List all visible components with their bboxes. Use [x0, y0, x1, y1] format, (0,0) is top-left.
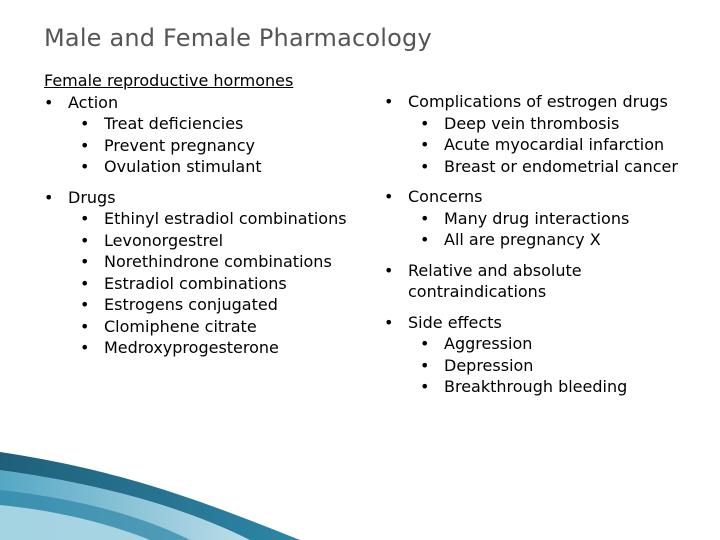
bullet-icon: • — [80, 114, 90, 133]
bullet-icon: • — [80, 252, 90, 271]
sub-item: • All are pregnancy X — [420, 230, 601, 249]
sub-item: • Prevent pregnancy — [80, 135, 255, 155]
sub-item: • Ethinyl estradiol combinations — [80, 209, 347, 228]
bullet-icon: • — [420, 230, 430, 249]
bullet-icon: • — [80, 295, 90, 314]
bullet-icon: • — [80, 338, 90, 357]
sub-item: • Levonorgestrel — [80, 230, 224, 250]
bullet-icon: • — [420, 334, 430, 353]
side-effects-block — [384, 312, 718, 398]
sub-item: • Estradiol combinations — [80, 273, 287, 293]
list-item — [44, 187, 384, 209]
sub-item: • Depression — [420, 355, 534, 375]
item-label: Complications of estrogen drugs — [408, 92, 668, 111]
bullet-icon: • — [384, 92, 394, 111]
sub-item: • Breast or endometrial cancer — [420, 156, 678, 176]
list-item — [384, 260, 718, 303]
bullet-icon: • — [384, 187, 394, 206]
complications-block — [384, 91, 718, 177]
bullet-icon: • — [384, 260, 394, 280]
item-label: Drugs — [68, 187, 116, 207]
sub-item: • Breakthrough bleeding — [420, 377, 628, 396]
left-column — [44, 70, 384, 359]
section-heading: Female reproductive hormones — [44, 71, 294, 90]
sub-item: • Norethindrone combinations — [80, 252, 332, 271]
bullet-icon: • — [80, 135, 90, 155]
list-item — [44, 92, 384, 114]
drugs-block — [44, 187, 384, 359]
bullet-icon: • — [44, 92, 54, 112]
bullet-icon: • — [420, 377, 430, 396]
bullet-icon: • — [80, 273, 90, 293]
bullet-icon: • — [420, 156, 430, 176]
list-item — [384, 312, 718, 334]
bullet-icon: • — [420, 355, 430, 375]
sub-item: • Acute myocardial infarction — [420, 135, 665, 154]
item-label: Concerns — [408, 187, 483, 206]
right-column — [384, 91, 718, 398]
action-block — [44, 92, 384, 178]
sub-item: • Ovulation stimulant — [80, 157, 262, 176]
item-label: Side effects — [408, 312, 502, 332]
bullet-icon: • — [80, 316, 90, 336]
sub-item: • Treat deficiencies — [80, 114, 244, 133]
sub-item: • Estrogens conjugated — [80, 295, 278, 314]
concerns-block — [384, 186, 718, 251]
item-label: Action — [68, 92, 119, 112]
sub-item: • Aggression — [420, 334, 533, 353]
bullet-icon: • — [80, 209, 90, 228]
bullet-icon: • — [44, 187, 54, 207]
bullet-icon: • — [80, 157, 90, 176]
bullet-icon: • — [420, 135, 430, 154]
bullet-icon: • — [80, 230, 90, 250]
list-item — [384, 186, 718, 208]
bullet-icon: • — [420, 113, 430, 133]
bullet-icon: • — [420, 208, 430, 228]
sub-item: • Many drug interactions — [420, 208, 630, 228]
sub-item: • Deep vein thrombosis — [420, 113, 620, 133]
list-item — [384, 91, 718, 113]
sub-item: • Medroxyprogesterone — [80, 338, 279, 357]
sub-item: • Clomiphene citrate — [80, 316, 257, 336]
contraindications-block — [384, 260, 718, 303]
slide-title: Male and Female Pharmacology — [44, 24, 432, 52]
bullet-icon: • — [384, 312, 394, 332]
item-label: Relative and absolute contraindications — [408, 260, 582, 301]
